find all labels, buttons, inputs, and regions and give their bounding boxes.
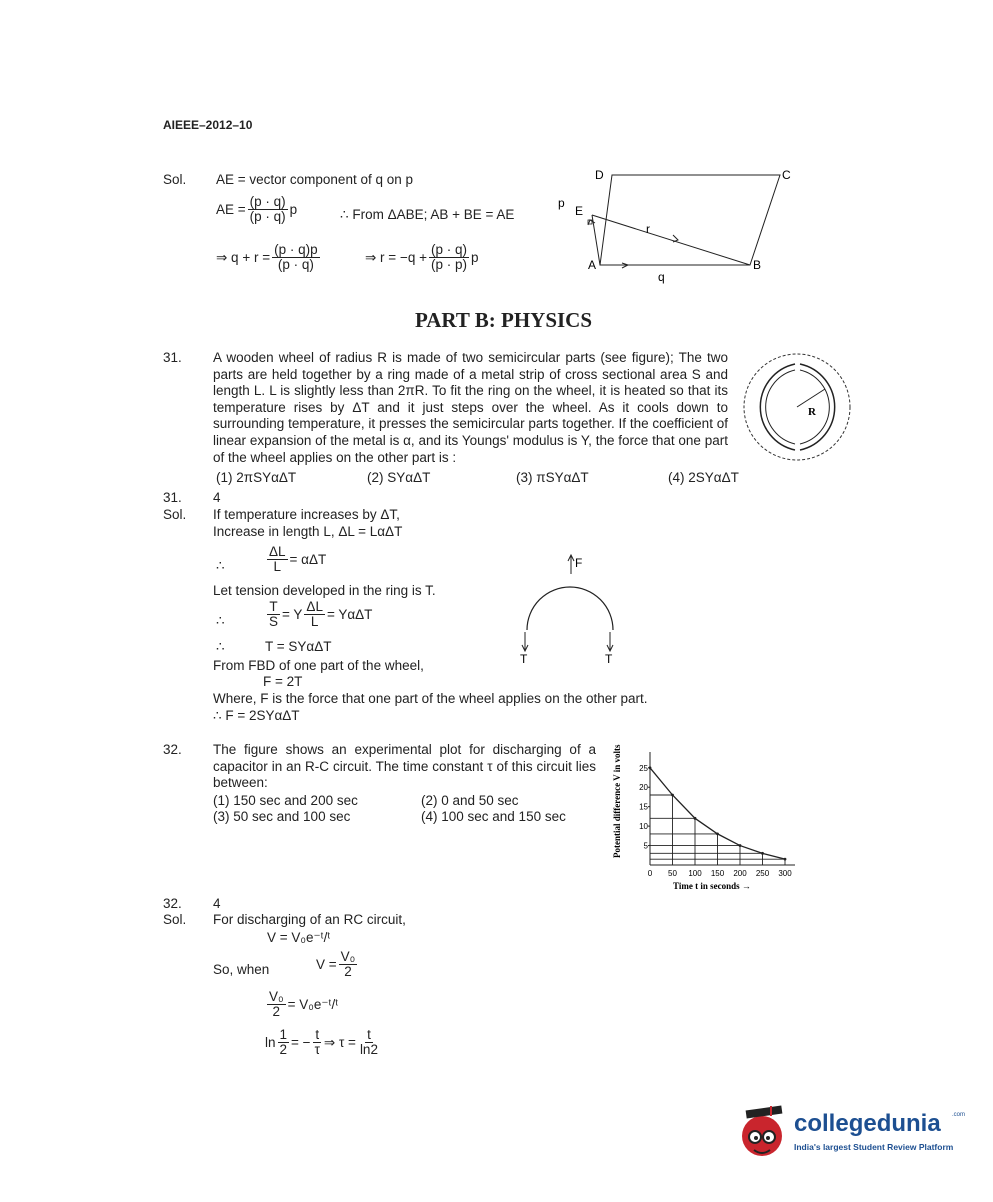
therefore-symbol: ∴ — [216, 558, 225, 573]
y-tick-label: 10 — [639, 822, 648, 832]
a32-line3b — [316, 950, 359, 979]
rhs: = YαΔT — [326, 607, 373, 623]
label-C: C — [782, 168, 791, 182]
p-vector: p — [289, 202, 298, 218]
a31-number: 31. — [163, 490, 182, 505]
p-vector: p — [471, 250, 479, 266]
y-tick-label: 5 — [643, 841, 648, 851]
x-tick-label: 150 — [710, 869, 725, 878]
fraction — [278, 1028, 290, 1057]
logo-tld: .com — [952, 1112, 966, 1118]
a31-line6: T = SYαΔT — [265, 639, 332, 654]
label-E: E — [575, 204, 584, 218]
q32-option-3: (3) 50 sec and 100 sec — [213, 809, 351, 824]
numerator: V₀ — [269, 989, 284, 1004]
wheel-left-inner — [766, 370, 795, 444]
q31-option-1: (1) 2πSYαΔT — [216, 470, 297, 485]
label-r: r — [646, 222, 650, 236]
a32-sol-label: Sol. — [163, 912, 187, 927]
x-tick-label: 300 — [778, 869, 792, 878]
v-eq: V = — [316, 957, 337, 973]
numerator: ΔL — [269, 544, 286, 559]
fraction — [267, 990, 286, 1019]
q31-text: A wooden wheel of radius R is made of two semicircular parts (see figure); The two parts are held together by a ring made of a metal strip of cross sectional area S and length L. L is slightly less than 2πR. To fit the ring on the wheel, it is heated so that its temperature rises by ΔT and it just steps over the wheel. As it cools down to surrounding temperature, it presses the semicircular parts together. If the coefficient of linear expansion of the metal is α, and its Youngs' modulus is Y, the force that one part of the wheel applies on the other part is : — [213, 350, 728, 465]
label-T-right: T — [605, 652, 613, 666]
x-tick-label: 50 — [668, 869, 677, 878]
denominator: ln2 — [359, 1042, 378, 1058]
mid: = − — [291, 1035, 311, 1051]
vector-sol-line3a — [216, 243, 322, 272]
q31-option-3: (3) πSYαΔT — [516, 470, 589, 485]
vector-sol-line1: AE = vector component of q on p — [216, 172, 413, 187]
data-point — [784, 858, 787, 861]
label-A: A — [588, 258, 597, 272]
fraction — [313, 1028, 322, 1057]
q31-option-4: (4) 2SYαΔT — [668, 470, 739, 485]
data-point — [694, 817, 697, 820]
implies: ⇒ τ = — [323, 1034, 356, 1050]
therefore-symbol: ∴ — [216, 639, 225, 654]
data-point — [649, 766, 652, 769]
a32-line3a: So, when — [213, 962, 270, 977]
fraction — [339, 950, 358, 979]
a31-sol-label: Sol. — [163, 507, 187, 522]
fraction — [429, 243, 469, 272]
x-tick-label: 200 — [733, 869, 747, 878]
q31-number: 31. — [163, 350, 182, 365]
section-title: PART B: PHYSICS — [415, 308, 593, 332]
numerator: t — [367, 1027, 371, 1042]
a31-line2: Increase in length L, ΔL = LαΔT — [213, 524, 403, 539]
a31-line7: From FBD of one part of the wheel, — [213, 658, 424, 673]
chart-layer — [639, 752, 795, 878]
a32-number: 32. — [163, 896, 182, 911]
numerator: T — [269, 599, 278, 614]
vector-sol-line2 — [216, 195, 297, 224]
label-B: B — [753, 258, 762, 272]
mascot-icon — [738, 1102, 790, 1164]
a31-line4: Let tension developed in the ring is T. — [213, 583, 436, 598]
numerator: ΔL — [306, 599, 323, 614]
semicircle — [527, 587, 613, 630]
denominator: L — [310, 614, 319, 630]
denominator: τ — [314, 1042, 320, 1058]
y-tick-label: 20 — [639, 783, 648, 793]
q32-option-2: (2) 0 and 50 sec — [421, 793, 519, 808]
discharge-chart — [605, 740, 805, 900]
data-point — [739, 844, 742, 847]
denominator: (p · q) — [277, 257, 314, 273]
collegedunia-logo[interactable] — [738, 1098, 966, 1168]
x-axis-label: Time t in seconds → — [673, 881, 751, 891]
rhs: = αΔT — [289, 552, 327, 568]
data-point — [761, 852, 764, 855]
numerator: (p · q)p — [274, 242, 318, 257]
vector-sol-triangle-law: ∴ From ΔABE; AB + BE = AE — [340, 207, 515, 222]
label-p: p — [558, 196, 565, 210]
data-point — [671, 794, 674, 797]
x-tick-label: 100 — [688, 869, 702, 878]
a32-line1: For discharging of an RC circuit, — [213, 912, 406, 927]
a32-line4 — [265, 990, 338, 1019]
q32-text: The figure shows an experimental plot for discharging of a capacitor in an R-C circuit. The time constant τ of this circuit lies between: — [213, 742, 596, 791]
label-F: F — [575, 556, 583, 570]
parallelogram-figure — [550, 165, 800, 285]
label-T-left: T — [520, 652, 528, 666]
page-header-code: AIEEE–2012–10 — [163, 118, 253, 132]
x-tick-label: 0 — [647, 869, 653, 878]
y-axis-label: Potential difference V in volts — [612, 744, 622, 858]
x-tick-label: 250 — [755, 869, 770, 878]
radius-line — [797, 389, 825, 407]
numerator: 1 — [279, 1027, 288, 1042]
fraction — [267, 545, 288, 574]
denominator: (p · q) — [249, 209, 286, 225]
vector-sol-line3b — [365, 243, 479, 272]
numerator: (p · q) — [249, 194, 286, 209]
label-D: D — [595, 168, 604, 182]
a31-answer: 4 — [213, 490, 221, 505]
r-line — [592, 215, 750, 265]
a31-line1: If temperature increases by ΔT, — [213, 507, 400, 522]
a32-line5 — [265, 1028, 382, 1057]
radius-label: R — [808, 406, 816, 418]
y-tick-label: 25 — [639, 763, 648, 773]
therefore-symbol: ∴ — [216, 613, 225, 628]
denominator: (p · p) — [430, 257, 467, 273]
rhs: = V₀e⁻ᵗ/ᵗ — [287, 996, 339, 1012]
denominator: 2 — [344, 964, 352, 980]
numerator: (p · q) — [430, 242, 467, 257]
ln: ln — [265, 1035, 276, 1051]
denominator: L — [273, 559, 282, 575]
r-eq: ⇒ r = −q + — [365, 249, 427, 265]
a31-line3 — [265, 545, 326, 574]
numerator: t — [315, 1027, 320, 1042]
q31-option-2: (2) SYαΔT — [367, 470, 431, 485]
a32-answer: 4 — [213, 896, 221, 911]
wheel-figure — [740, 345, 855, 470]
parallelogram-shape — [600, 175, 780, 265]
fraction — [358, 1028, 380, 1057]
denominator: 2 — [272, 1004, 281, 1020]
a31-line10: ∴ F = 2SYαΔT — [213, 708, 300, 723]
data-point — [716, 832, 719, 835]
q32-number: 32. — [163, 742, 182, 757]
y-tick-label: 15 — [639, 802, 648, 812]
ae-eq: AE = — [216, 202, 246, 218]
fraction — [304, 600, 325, 629]
mid: = Y — [282, 607, 303, 623]
fbd-figure — [510, 552, 630, 667]
a31-line8: F = 2T — [263, 674, 303, 689]
sol-label: Sol. — [163, 172, 187, 187]
logo-name: collegedunia — [794, 1110, 941, 1137]
fraction — [267, 600, 280, 629]
denominator: 2 — [279, 1042, 288, 1058]
denominator: S — [269, 614, 279, 630]
logo-tagline: India's largest Student Review Platform — [794, 1142, 954, 1152]
fraction — [272, 243, 320, 272]
numerator: V₀ — [340, 949, 356, 964]
a31-line9: Where, F is the force that one part of the wheel applies on the other part. — [213, 691, 648, 706]
a32-line2: V = V₀e⁻ᵗ/ᵗ — [267, 930, 331, 945]
label-q: q — [658, 270, 665, 284]
a31-line5 — [265, 600, 372, 629]
fraction — [248, 195, 288, 224]
q32-option-1: (1) 150 sec and 200 sec — [213, 793, 358, 808]
q-plus-r: ⇒ q + r = — [216, 249, 271, 265]
q32-option-4: (4) 100 sec and 150 sec — [421, 809, 566, 824]
